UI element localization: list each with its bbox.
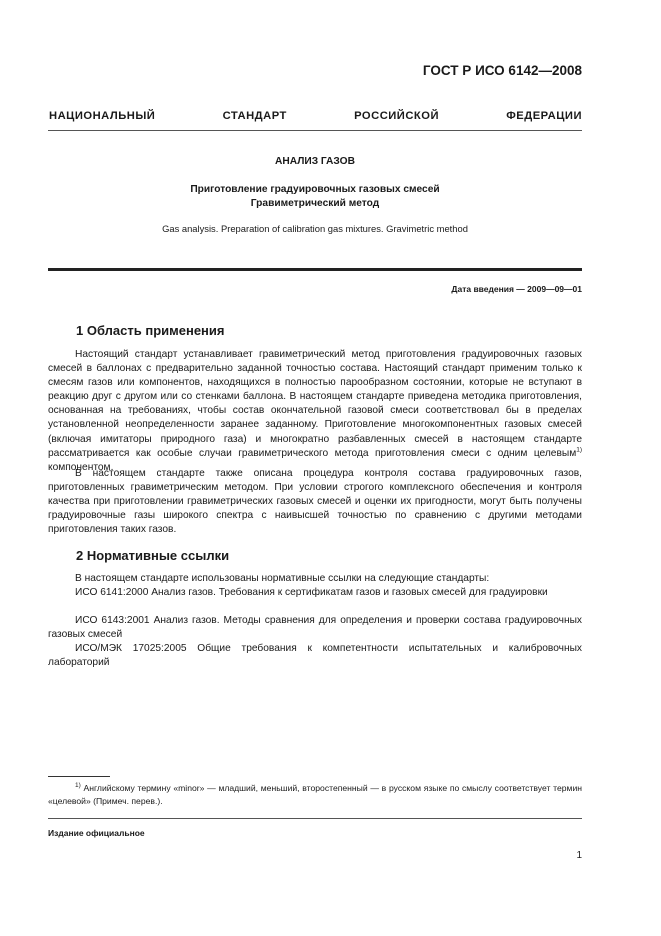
footer-divider <box>48 818 582 819</box>
document-title: АНАЛИЗ ГАЗОВ <box>275 156 355 167</box>
reference-iso-6143: ИСО 6143:2001 Анализ газов. Методы сравнения для определения и проверки состава градуировочных газовых смесей <box>48 615 582 641</box>
footnote-reference: 1) <box>576 446 582 454</box>
section-1-paragraph-1 <box>48 348 582 475</box>
introduction-date: Дата введения — 2009—09—01 <box>451 284 582 294</box>
paragraph-text: Настоящий стандарт устанавливает гравиметрический метод приготовления градуировочных газовых смесей в баллонах с предварительно заданной точностью состава. Настоящий стандарт применим только к смесям газов или компонентов, находящихся в полностью парообразном состоянии, которые не вступают в реакцию друг с другом или со стенками баллона. В настоящем стандарте приведена методика приготовления, основанная на требованиях, чтобы состав окончательной газовой смеси соответствовал бы в пределах установленной неопределенности заранее заданному. Приготовление многокомпонентных газовых смесей (включая имитаторы природного газа) и многократно разбавленных смесей в настоящем стандарте рассматривается как особые случаи гравиметрического метода приготовления смеси с одним целевым <box>48 349 582 459</box>
footnote <box>48 782 582 808</box>
subtitle-line-2: Гравиметрический метод <box>250 198 380 209</box>
section-1-paragraph-2: В настоящем стандарте также описана процедура контроля состава градуировочных газов, приготовленных гравиметрическим методом. При условии строгого комплексного обеспечения и контроля качества при приготовлении гравиметрических газовых смесей и оценки их пригодности, могут быть получены градуировочные газы широкого спектра с наивысшей точностью по сравнению с другими методами приготовления таких газов. <box>48 468 582 536</box>
english-title: Gas analysis. Preparation of calibration gas mixtures. Gravimetric method <box>162 223 468 234</box>
national-standard-banner: НАЦИОНАЛЬНЫЙ СТАНДАРТ РОССИЙСКОЙ ФЕДЕРАЦИИ <box>49 110 582 122</box>
document-subtitle <box>48 183 582 211</box>
reference-iso-iec-17025: ИСО/МЭК 17025:2005 Общие требования к компетентности испытательных и калибровочных лабораторий <box>48 643 582 669</box>
section-2-paragraph-1: В настоящем стандарте использованы нормативные ссылки на следующие стандарты: <box>75 573 490 584</box>
official-edition-label: Издание официальное <box>48 828 145 838</box>
paragraph-text-end: компонентом. <box>48 461 114 473</box>
section-1-heading: 1 Область применения <box>76 323 225 338</box>
header-divider <box>48 130 582 131</box>
footnote-divider <box>48 776 110 777</box>
section-2-heading: 2 Нормативные ссылки <box>76 548 230 563</box>
subtitle-line-1: Приготовление градуировочных газовых смесей <box>190 184 440 195</box>
footnote-text: Английскому термину «minor» — младший, меньший, второстепенный — в русском языке по смыслу соответствует термин «целевой» (Примеч. перев.). <box>48 783 582 806</box>
document-code: ГОСТ Р ИСО 6142—2008 <box>422 63 582 78</box>
reference-iso-6141: ИСО 6141:2000 Анализ газов. Требования к сертификатам газов и газовых смесей для градуировки <box>75 587 548 598</box>
footnote-marker: 1) <box>75 782 81 790</box>
page-number: 1 <box>576 850 582 861</box>
title-divider <box>48 268 582 271</box>
